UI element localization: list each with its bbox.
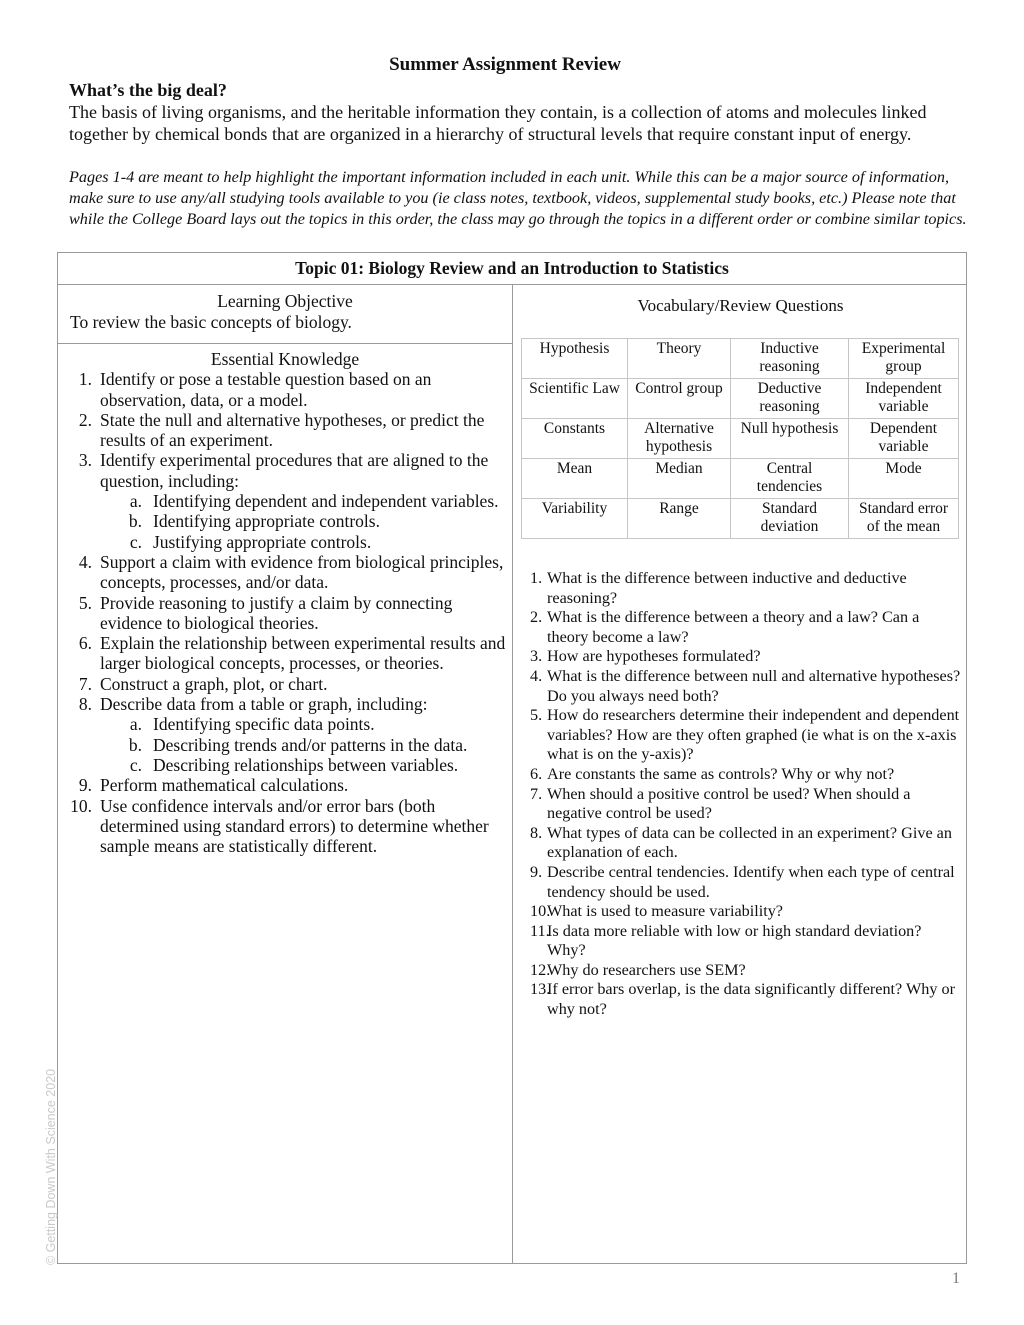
review-question xyxy=(521,569,961,608)
item-text: Describing trends and/or patterns in the data. xyxy=(153,734,468,755)
essential-knowledge-item xyxy=(58,796,512,857)
essential-knowledge-heading: Essential Knowledge xyxy=(210,349,360,369)
essential-knowledge-item xyxy=(58,410,512,451)
vocab-term: Constants xyxy=(522,419,628,459)
review-question xyxy=(521,824,961,863)
question-text: If error bars overlap, is the data significantly different? Why or why not? xyxy=(547,980,955,1019)
vocab-term: Mean xyxy=(522,459,628,499)
review-question xyxy=(521,785,961,824)
question-text: Why do researchers use SEM? xyxy=(547,960,746,979)
vocab-term: Standard deviation xyxy=(731,499,849,539)
item-text: Identify or pose a testable question based on an observation, data, or a model. xyxy=(100,369,432,410)
question-number: 12. xyxy=(530,960,551,979)
review-question xyxy=(521,922,961,961)
item-number: c. xyxy=(129,531,142,552)
question-number: 6. xyxy=(530,764,543,783)
vocab-table xyxy=(521,338,959,539)
item-number: b. xyxy=(128,511,142,532)
vocab-term: Theory xyxy=(628,339,731,379)
column-divider xyxy=(512,285,513,1263)
vocab-term: Median xyxy=(628,459,731,499)
item-number: 7. xyxy=(78,673,92,694)
copyright-watermark: © Getting Down With Science 2020 xyxy=(44,1068,58,1265)
essential-knowledge-item xyxy=(58,450,512,491)
review-question xyxy=(521,902,961,922)
instructions-note: Pages 1-4 are meant to help highlight the important information included in each unit. While this can be a major source of information, make sure to use any/all studying tools available to you (ie class notes, textbook, videos, supplemental study books, etc.) Please note that while the College Board lays out the topics in this order, the class may go through the topics in a different order or combine similar topics. xyxy=(69,168,967,228)
vocab-term: Mode xyxy=(849,459,959,499)
vocab-term: Inductive reasoning xyxy=(731,339,849,379)
item-text: Use confidence intervals and/or error bars (both determined using standard errors) to determine whether sample means are statistically different. xyxy=(100,795,489,857)
item-text: Describing relationships between variables. xyxy=(153,754,459,775)
question-text: How do researchers determine their independent and dependent variables? How are they often graphed (ie what is on the x-axis what is on the y-axis)? xyxy=(547,706,960,764)
vocab-term: Deductive reasoning xyxy=(731,379,849,419)
big-deal-text: The basis of living organisms, and the heritable information they contain, is a collection of atoms and molecules linked together by chemical bonds that are organized in a hierarchy of structural levels that require constant input of energy. xyxy=(69,102,927,144)
essential-knowledge-subitem xyxy=(58,532,512,552)
review-question xyxy=(521,961,961,981)
item-number: 6. xyxy=(78,633,92,654)
item-text: Identifying dependent and independent variables. xyxy=(153,491,499,512)
review-question xyxy=(521,608,961,647)
question-number: 10. xyxy=(530,902,551,921)
item-text: Perform mathematical calculations. xyxy=(100,775,349,796)
vocab-heading: Vocabulary/Review Questions xyxy=(637,296,844,315)
review-question xyxy=(521,647,961,667)
vocab-row xyxy=(522,499,959,539)
question-text: What is the difference between inductive and deductive reasoning? xyxy=(547,569,907,607)
item-text: Identifying specific data points. xyxy=(153,714,375,735)
topic-header: Topic 01: Biology Review and an Introduction to Statistics xyxy=(58,253,966,285)
question-number: 5. xyxy=(530,706,543,725)
question-text: Describe central tendencies. Identify when each type of central tendency should be used. xyxy=(547,862,955,901)
question-text: What is the difference between a theory and a law? Can a theory become a law? xyxy=(547,608,920,646)
essential-knowledge-subitem xyxy=(58,735,512,755)
item-text: State the null and alternative hypotheses, or predict the results of an experiment. xyxy=(100,409,485,451)
vocab-term: Dependent variable xyxy=(849,419,959,459)
big-deal-heading: What’s the big deal? xyxy=(69,80,227,100)
question-number: 9. xyxy=(530,862,543,881)
essential-knowledge-item xyxy=(58,369,512,410)
vocab-term: Hypothesis xyxy=(522,339,628,379)
vocab-term: Independent variable xyxy=(849,379,959,419)
review-questions-list xyxy=(521,569,961,1020)
question-number: 13. xyxy=(530,980,551,999)
vocab-term: Experimental group xyxy=(849,339,959,379)
essential-knowledge-subitem xyxy=(58,491,512,511)
item-number: b. xyxy=(128,734,142,755)
item-number: 8. xyxy=(78,694,92,715)
vocab-term: Central tendencies xyxy=(731,459,849,499)
question-text: Is data more reliable with low or high standard deviation? Why? xyxy=(547,921,922,960)
item-number: 4. xyxy=(78,551,92,572)
essential-knowledge-subitem xyxy=(58,511,512,531)
item-text: Describe data from a table or graph, including: xyxy=(100,694,428,715)
learning-objective-text: To review the basic concepts of biology. xyxy=(70,312,352,332)
vocab-term: Alternative hypothesis xyxy=(628,419,731,459)
vocab-term: Standard error of the mean xyxy=(849,499,959,539)
item-text: Explain the relationship between experimental results and larger biological concepts, processes, or theories. xyxy=(100,633,506,674)
item-text: Construct a graph, plot, or chart. xyxy=(100,673,328,694)
essential-knowledge-item xyxy=(58,694,512,714)
item-number: 3. xyxy=(78,450,92,471)
item-text: Identifying appropriate controls. xyxy=(153,511,380,532)
question-text: What is used to measure variability? xyxy=(547,902,783,921)
item-number: 2. xyxy=(78,409,92,430)
question-text: What types of data can be collected in an experiment? Give an explanation of each. xyxy=(547,823,952,862)
vocab-row xyxy=(522,379,959,419)
question-text: When should a positive control be used? When should a negative control be used? xyxy=(547,784,911,823)
vocab-term: Variability xyxy=(522,499,628,539)
intro-section xyxy=(69,79,969,145)
question-number: 4. xyxy=(530,666,543,685)
essential-knowledge-item xyxy=(58,674,512,694)
question-number: 1. xyxy=(530,569,543,587)
item-number: a. xyxy=(129,491,142,512)
item-number: a. xyxy=(129,714,142,735)
item-number: 5. xyxy=(78,592,92,613)
review-question xyxy=(521,980,961,1019)
item-number: 9. xyxy=(78,775,92,796)
essential-knowledge-item xyxy=(58,633,512,674)
item-text: Justifying appropriate controls. xyxy=(153,531,372,552)
question-number: 8. xyxy=(530,823,543,842)
vocab-row xyxy=(522,459,959,499)
item-number: 10. xyxy=(70,795,92,816)
question-number: 7. xyxy=(530,784,543,803)
essential-knowledge-list xyxy=(58,369,512,856)
essential-knowledge-cell xyxy=(58,345,512,856)
vocab-row xyxy=(522,339,959,379)
item-number: 1. xyxy=(78,369,92,390)
question-text: How are hypotheses formulated? xyxy=(547,647,761,666)
page-title: Summer Assignment Review xyxy=(389,54,621,75)
item-number: c. xyxy=(129,754,142,775)
essential-knowledge-subitem xyxy=(58,714,512,734)
page-number: 1 xyxy=(952,1270,960,1287)
vocab-term: Scientific Law xyxy=(522,379,628,419)
review-question xyxy=(521,706,961,765)
vocab-term: Control group xyxy=(628,379,731,419)
question-number: 2. xyxy=(530,608,543,627)
vocab-term: Null hypothesis xyxy=(731,419,849,459)
essential-knowledge-subitem xyxy=(58,755,512,775)
question-text: Are constants the same as controls? Why or why not? xyxy=(547,764,895,783)
review-question xyxy=(521,765,961,785)
item-text: Provide reasoning to justify a claim by connecting evidence to biological theories. xyxy=(100,592,453,633)
item-text: Identify experimental procedures that are aligned to the question, including: xyxy=(100,450,489,491)
review-question xyxy=(521,667,961,706)
essential-knowledge-item xyxy=(58,775,512,795)
item-text: Support a claim with evidence from biological principles, concepts, processes, and/or data. xyxy=(100,551,504,593)
learning-objective-cell xyxy=(58,285,512,344)
question-number: 11. xyxy=(530,921,550,940)
vocab-term: Range xyxy=(628,499,731,539)
question-text: What is the difference between null and alternative hypotheses? Do you always need both? xyxy=(547,666,961,705)
review-question xyxy=(521,863,961,902)
learning-objective-heading: Learning Objective xyxy=(217,291,353,311)
vocab-row xyxy=(522,419,959,459)
question-number: 3. xyxy=(530,647,543,666)
essential-knowledge-item xyxy=(58,552,512,593)
essential-knowledge-item xyxy=(58,593,512,634)
topic-table xyxy=(57,252,967,1264)
